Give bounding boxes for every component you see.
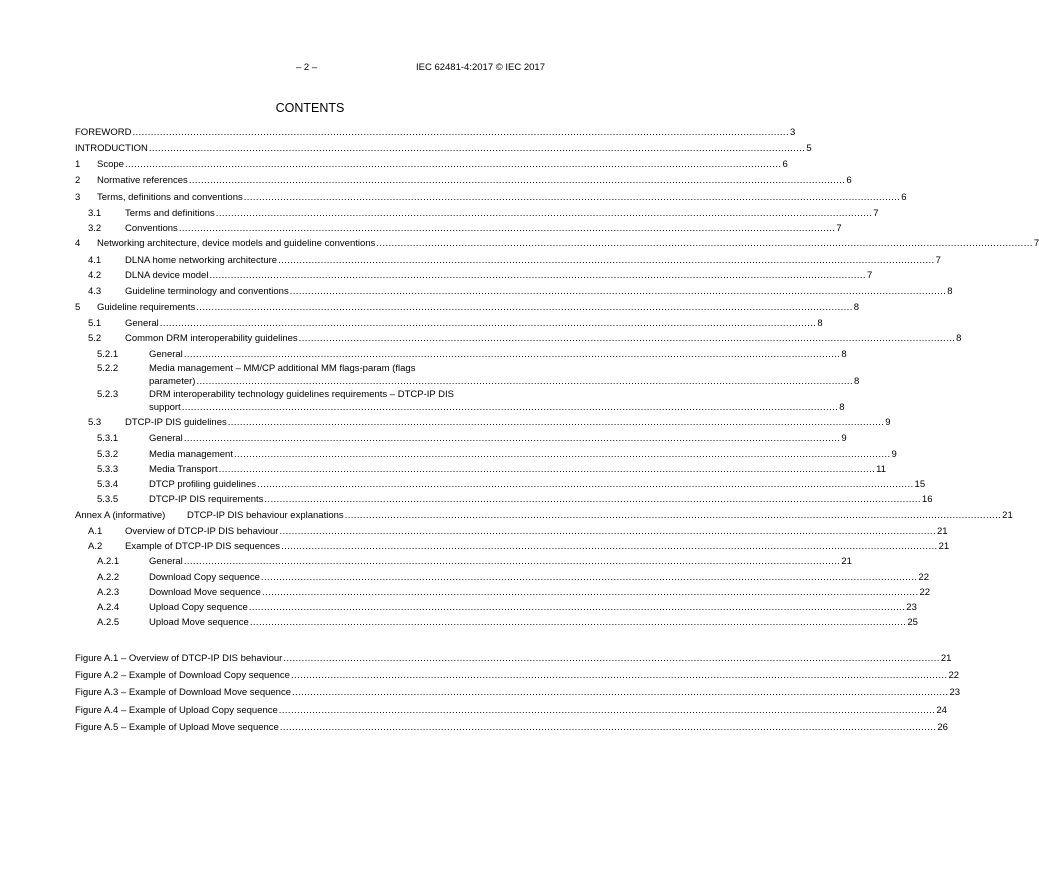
toc-entry-page: 3: [789, 127, 796, 138]
toc-entry[interactable]: [75, 539, 950, 552]
toc-entry[interactable]: [75, 554, 852, 567]
dot-leader: [292, 687, 949, 698]
toc-entry-number: 5.3.1: [97, 433, 119, 444]
toc-entry-page: 7: [866, 270, 873, 281]
toc-entry-page: 22: [918, 572, 929, 583]
toc-entry-page: 8: [853, 376, 860, 387]
figure-entry[interactable]: [75, 685, 961, 698]
toc-entry[interactable]: [75, 141, 812, 154]
dot-leader: [196, 302, 853, 313]
toc-entry[interactable]: [75, 173, 852, 186]
toc-entry-title: Upload Move sequence: [149, 617, 249, 628]
toc-entry[interactable]: [75, 600, 917, 613]
toc-entry-number: 5.3.3: [97, 464, 119, 475]
figure-entry[interactable]: [75, 720, 948, 733]
dot-leader: [264, 494, 921, 505]
toc-entry-number: A.2.1: [97, 556, 120, 567]
toc-entry-number: 5: [75, 302, 81, 313]
dot-leader: [280, 722, 937, 733]
toc-entry-number: 5.3.4: [97, 479, 119, 490]
dot-leader: [184, 556, 841, 567]
toc-entry[interactable]: [75, 431, 847, 444]
toc-entry[interactable]: [75, 447, 897, 460]
toc-entry-page: 21: [841, 556, 852, 567]
dot-leader: [250, 617, 907, 628]
standard-reference: IEC 62481-4:2017 © IEC 2017: [415, 62, 545, 73]
toc-entry[interactable]: [75, 492, 933, 505]
toc-entry-title-continued: parameter): [149, 376, 196, 387]
figure-entry-title: Figure A.4 – Example of Upload Copy sequence: [75, 705, 278, 716]
toc-entry-title: Overview of DTCP-IP DIS behaviour: [125, 526, 279, 537]
toc-entry-title: INTRODUCTION: [75, 143, 148, 154]
dot-leader: [283, 653, 940, 664]
toc-entry[interactable]: [75, 389, 845, 415]
toc-entry-page: 23: [906, 602, 917, 613]
dot-leader: [216, 208, 873, 219]
toc-entry-title: Example of DTCP-IP DIS sequences: [125, 541, 281, 552]
toc-entry[interactable]: [75, 508, 1013, 521]
figure-entry[interactable]: [75, 703, 947, 716]
toc-entry-title: General: [149, 433, 183, 444]
dot-leader: [279, 705, 936, 716]
toc-entry-number: 4.3: [88, 286, 102, 297]
dot-leader: [189, 175, 846, 186]
dot-leader: [278, 255, 935, 266]
figure-entry[interactable]: [75, 668, 960, 681]
toc-entry-page: 8: [839, 402, 845, 413]
toc-entry[interactable]: [75, 236, 1039, 249]
toc-entry-title: Media Transport: [149, 464, 218, 475]
dot-leader: [257, 479, 914, 490]
toc-entry[interactable]: [75, 524, 948, 537]
toc-entry-page: 7: [1033, 238, 1039, 249]
toc-entry-page: 9: [841, 433, 847, 444]
figure-entry-page: 21: [940, 653, 952, 664]
toc-entry-title: Terms, definitions and conventions: [97, 192, 243, 203]
dot-leader: [132, 127, 789, 138]
toc-entry-title: Guideline requirements: [97, 302, 196, 313]
dot-leader: [209, 270, 866, 281]
dot-leader: [299, 333, 956, 344]
toc-entry[interactable]: [75, 157, 788, 170]
dot-leader: [279, 526, 936, 537]
toc-entry-title: FOREWORD: [75, 127, 132, 138]
dot-leader: [291, 670, 948, 681]
toc-entry[interactable]: [75, 253, 941, 266]
toc-entry-number: 3: [75, 192, 81, 203]
dot-leader: [244, 192, 901, 203]
toc-entry-number: A.1: [88, 526, 103, 537]
toc-entry-number: 5.1: [88, 318, 102, 329]
dot-leader: [228, 417, 885, 428]
toc-entry[interactable]: [75, 570, 929, 583]
toc-entry-title: Scope: [97, 159, 124, 170]
dot-leader: [184, 433, 841, 444]
toc-entry[interactable]: [75, 300, 860, 313]
toc-entry[interactable]: [75, 363, 860, 389]
toc-entry[interactable]: [75, 125, 796, 138]
toc-entry-number: 3.1: [88, 208, 102, 219]
toc-entry-number: A.2.4: [97, 602, 120, 613]
toc-entry-page: 7: [873, 208, 879, 219]
toc-entry-title: Media management – MM/CP additional MM flags-param (flags: [149, 363, 416, 374]
toc-entry-number: 5.2.2: [97, 363, 119, 374]
toc-entry-title: General: [149, 349, 183, 360]
dot-leader: [345, 510, 1002, 521]
toc-entry-title: General: [125, 318, 159, 329]
dot-leader: [290, 286, 947, 297]
figure-entry-title: Figure A.1 – Overview of DTCP-IP DIS behaviour: [75, 653, 283, 664]
toc-entry[interactable]: [75, 190, 907, 203]
toc-entry-title: Terms and definitions: [125, 208, 215, 219]
figure-entry-title: Figure A.3 – Example of Download Move sequence: [75, 687, 291, 698]
toc-entry-title: DLNA home networking architecture: [125, 255, 278, 266]
dot-leader: [281, 541, 938, 552]
toc-entry[interactable]: [75, 347, 847, 360]
toc-entry-page: 8: [853, 302, 860, 313]
toc-entry-title: Conventions: [125, 223, 178, 234]
toc-entry[interactable]: [75, 415, 891, 428]
toc-entry-page: 8: [841, 349, 847, 360]
dot-leader: [125, 159, 782, 170]
toc-entry-number: 4: [75, 238, 81, 249]
toc-entry[interactable]: [75, 585, 931, 598]
toc-entry[interactable]: [75, 462, 887, 475]
toc-entry-page: 8: [947, 286, 953, 297]
dot-leader: [376, 238, 1033, 249]
toc-entry-page: 7: [935, 255, 941, 266]
toc-entry[interactable]: [75, 316, 823, 329]
toc-entry-number: A.2.5: [97, 617, 120, 628]
toc-entry-number: 2: [75, 175, 81, 186]
toc-entry-title: General: [149, 556, 183, 567]
toc-entry-number: 3.2: [88, 223, 102, 234]
figure-entry-page: 26: [937, 722, 948, 733]
dot-leader: [182, 402, 839, 413]
toc-entry-number: A.2.3: [97, 587, 120, 598]
toc-entry-page: 16: [921, 494, 933, 505]
toc-entry-page: 6: [901, 192, 907, 203]
figure-entry-title: Figure A.5 – Example of Upload Move sequence: [75, 722, 279, 733]
dot-leader: [219, 464, 876, 475]
figure-entry-page: 23: [949, 687, 961, 698]
toc-entry-page: 21: [1002, 510, 1013, 521]
toc-entry-page: 8: [956, 333, 962, 344]
dot-leader: [261, 572, 918, 583]
toc-entry-page: 11: [876, 464, 887, 475]
toc-entry-page: 7: [836, 223, 842, 234]
toc-entry-number: 5.2.1: [97, 349, 119, 360]
page-title: CONTENTS: [275, 101, 345, 115]
toc-entry-number: 5.2.3: [97, 389, 119, 400]
page-number: – 2 –: [296, 62, 318, 73]
toc-entry-title: Guideline terminology and conventions: [125, 286, 289, 297]
toc-entry-title: Upload Copy sequence: [149, 602, 248, 613]
toc-entry-title: DRM interoperability technology guidelines requirements – DTCP-IP DIS: [149, 389, 455, 400]
toc-entry[interactable]: [75, 284, 953, 297]
dot-leader: [196, 376, 853, 387]
toc-entry-number: 5.3.5: [97, 494, 119, 505]
toc-entry[interactable]: [75, 268, 873, 281]
toc-entry-title-continued: support: [149, 402, 181, 413]
toc-entry-page: 21: [938, 541, 950, 552]
toc-entry-number: 4.2: [88, 270, 102, 281]
dot-leader: [249, 602, 906, 613]
figure-entry-page: 24: [936, 705, 947, 716]
toc-entry[interactable]: [75, 221, 842, 234]
toc-entry-page: 6: [782, 159, 788, 170]
toc-entry-page: 25: [907, 617, 918, 628]
toc-entry-page: 21: [936, 526, 948, 537]
toc-entry-title: Common DRM interoperability guidelines: [125, 333, 298, 344]
toc-entry-page: 22: [919, 587, 931, 598]
toc-entry[interactable]: [75, 477, 926, 490]
toc-entry-page: 6: [846, 175, 852, 186]
toc-entry-title: DTCP-IP DIS requirements: [149, 494, 264, 505]
figure-entry-page: 22: [948, 670, 960, 681]
toc-entry-number: A.2.2: [97, 572, 120, 583]
toc-entry-number: Annex A (informative): [75, 510, 166, 521]
toc-entry[interactable]: [75, 331, 962, 344]
dot-leader: [262, 587, 919, 598]
toc-entry-title: DTCP-IP DIS guidelines: [125, 417, 227, 428]
dot-leader: [160, 318, 817, 329]
toc-entry-page: 9: [891, 449, 897, 460]
toc-entry-title: DTCP-IP DIS behaviour explanations: [187, 510, 344, 521]
toc-entry-title: Normative references: [97, 175, 188, 186]
toc-entry-number: 5.3: [88, 417, 102, 428]
dot-leader: [234, 449, 891, 460]
toc-entry-number: 5.2: [88, 333, 102, 344]
toc-entry-number: 4.1: [88, 255, 102, 266]
dot-leader: [184, 349, 841, 360]
toc-entry-title: Download Copy sequence: [149, 572, 260, 583]
toc-entry-page: 5: [806, 143, 812, 154]
figure-entry-title: Figure A.2 – Example of Download Copy sequence: [75, 670, 290, 681]
figure-entry[interactable]: [75, 651, 952, 664]
toc-entry-title: Media management: [149, 449, 233, 460]
toc-entry-page: 8: [817, 318, 823, 329]
toc-entry-title: DTCP profiling guidelines: [149, 479, 257, 490]
toc-entry-number: A.2: [88, 541, 103, 552]
toc-entry-number: 5.3.2: [97, 449, 119, 460]
dot-leader: [179, 223, 836, 234]
dot-leader: [149, 143, 806, 154]
toc-entry-title: Networking architecture, device models and guideline conventions: [97, 238, 376, 249]
toc-entry-title: Download Move sequence: [149, 587, 261, 598]
toc-entry-number: 1: [75, 159, 81, 170]
toc-entry[interactable]: [75, 615, 918, 628]
toc-entry-title: DLNA device model: [125, 270, 209, 281]
toc-entry-page: 15: [914, 479, 926, 490]
toc-entry-page: 9: [885, 417, 891, 428]
toc-entry[interactable]: [75, 206, 879, 219]
